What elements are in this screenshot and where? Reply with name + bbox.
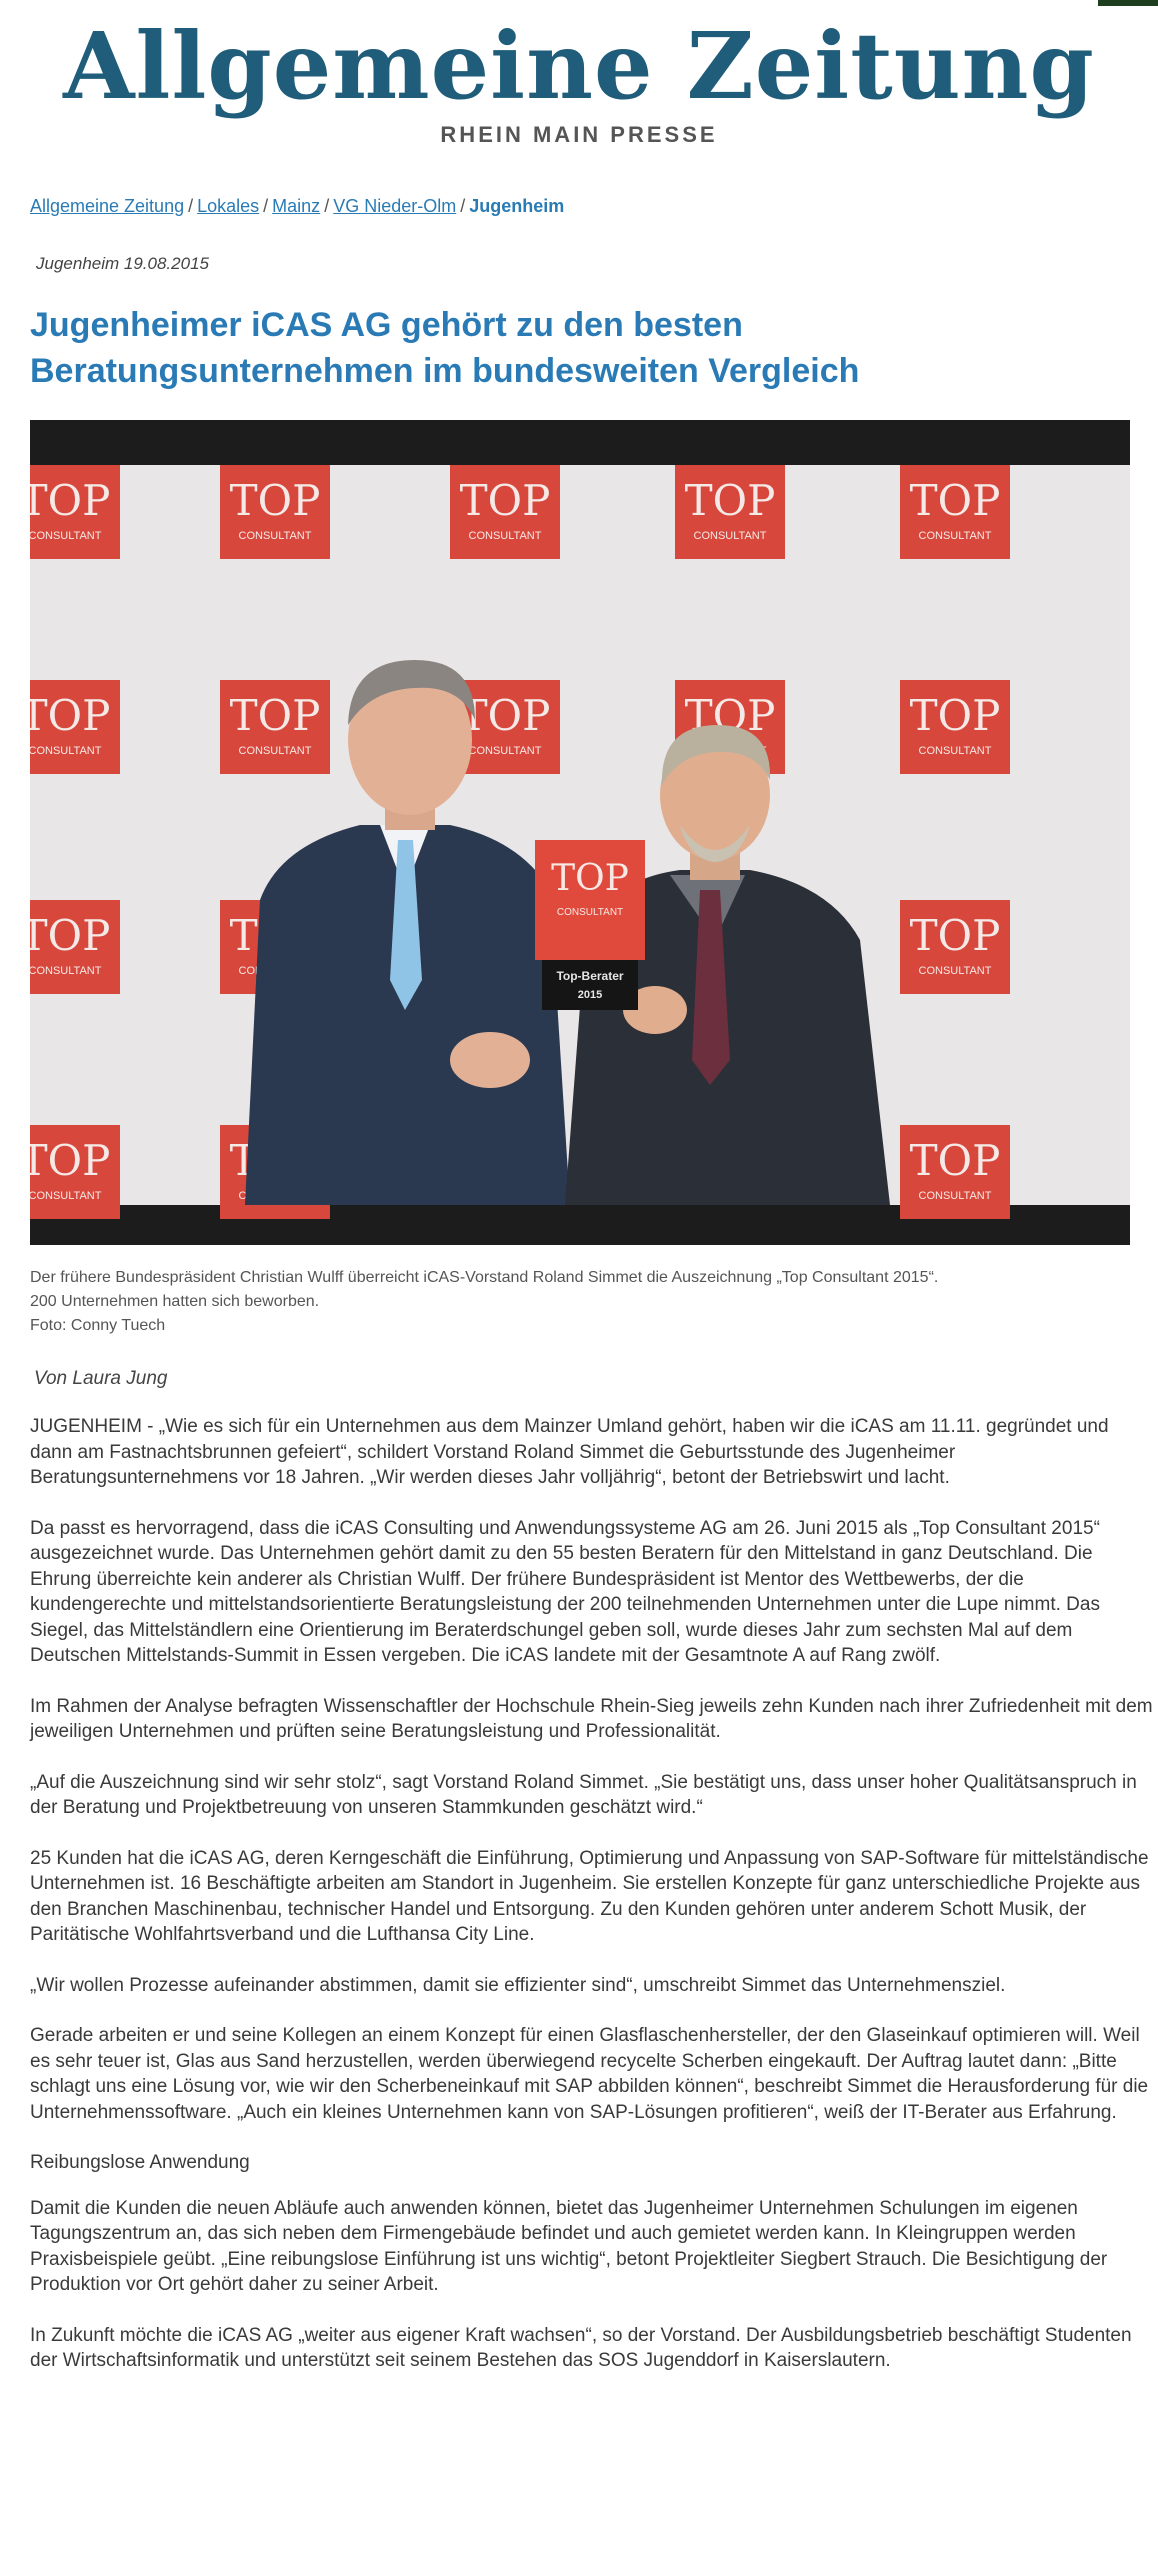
award-mid-text: CONSULTANT (556, 907, 624, 918)
article-paragraph: 25 Kunden hat die iCAS AG, deren Kerngeschäft die Einführung, Optimierung und Anpassung von SAP-Software für mittelständische Unternehmen ist. 16 Beschäftigte arbeiten am Standort in Jugenheim. Sie erstellen Konzepte für ganz unterschiedliche Projekte aus den Branchen Maschinenbau, technischer Handel und Entsorgung. Zu den Kunden gehören unter anderem Schott Musik, der Paritätische Wohlfahrtsverband und die Lufthansa City Line. (30, 1847, 1149, 1945)
award-trophy[interactable] (535, 840, 645, 1010)
newspaper-sublogo: RHEIN MAIN PRESSE (440, 122, 718, 147)
breadcrumb-link-mainz[interactable]: Mainz (272, 196, 321, 216)
breadcrumb-current[interactable]: Jugenheim (469, 196, 565, 216)
breadcrumb-separator: / (460, 196, 466, 216)
award-plate-line1: Top-Berater (556, 969, 624, 983)
article-paragraph: In Zukunft möchte die iCAS AG „weiter aus eigener Kraft wachsen“, so der Vorstand. Der Ausbildungsbetrieb beschäftigt Studenten der Wirtschaftsinformatik und unterstützt seit seinem Bestehen das SOS Jugenddorf in Kaiserslautern. (30, 2324, 1132, 2371)
article-paragraph: „Auf die Auszeichnung sind wir sehr stolz“, sagt Vorstand Roland Simmet. „Sie bestätigt uns, dass unser hoher Qualitätsanspruch in der Beratung und Projektbetreuung von unseren Stammkunden geschätzt wird.“ (30, 1771, 1137, 1818)
breadcrumb-link-lokales[interactable]: Lokales (197, 196, 260, 216)
breadcrumb (30, 196, 564, 217)
article-author: Von Laura Jung (34, 1368, 168, 1389)
photo-caption (30, 1266, 1130, 1338)
article-paragraph: Damit die Kunden die neuen Abläufe auch anwenden können, bietet das Jugenheimer Unternehmen Schulungen im eigenen Tagungszentrum an, das sich neben dem Firmengebäude befindet und auch gemietet werden kann. In Kleingruppen werden Praxisbeispiele geübt. „Eine reibungslose Einführung ist uns wichtig“, betont Projektleiter Siegbert Strauch. Die Besichtigung der Produktion vor Ort gehört daher zu seiner Arbeit. (30, 2197, 1108, 2295)
article-paragraph: JUGENHEIM - „Wie es sich für ein Unternehmen aus dem Mainzer Umland gehört, haben wir die iCAS am 11.11. gegründet und dann am Fastnachtsbrunnen gefeiert“, schildert Vorstand Roland Simmet die Geburtsstunde des Jugenheimer Beratungsunternehmens vor 18 Jahren. „Wir werden dieses Jahr volljährig“, betont der Betriebswirt und lacht. (30, 1416, 1109, 1488)
masthead (0, 0, 1158, 148)
award-photo-illustration (30, 420, 1130, 1245)
breadcrumb-link-allgemeine-zeitung[interactable]: Allgemeine Zeitung (30, 196, 185, 216)
caption-line-1: Der frühere Bundespräsident Christian Wulff überreicht iCAS-Vorstand Roland Simmet die Auszeichnung „Top Consultant 2015“. (30, 1269, 939, 1286)
award-top-text: TOP (551, 858, 629, 899)
breadcrumb-separator: / (324, 196, 330, 216)
breadcrumb-separator: / (263, 196, 269, 216)
article-photo (30, 420, 1130, 1245)
article-headline: Jugenheimer iCAS AG gehört zu den besten Beratungsunternehmen im bundesweiten Vergleich (30, 306, 860, 390)
newspaper-logo[interactable]: Allgemeine Zeitung (63, 12, 1095, 120)
article-subheading: Reibungslose Anwendung (30, 2152, 250, 2173)
article-paragraph: Da passt es hervorragend, dass die iCAS Consulting und Anwendungssysteme AG am 26. Juni 2015 als „Top Consultant 2015“ ausgezeichnet wurde. Das Unternehmen gehört damit zu den 55 besten Beratern für den Mittelstand in ganz Deutschland. Die Ehrung überreichte kein anderer als Christian Wulff. Der frühere Bundespräsident ist Mentor des Wettbewerbs, der die kundengerechte und mittelstandsorientierte Beratungsleistung der 200 teilnehmenden Unternehmen unter die Lupe nimmt. Das Siegel, das Mittelständlern eine Orientierung im Beraterdschungel geben soll, wurde dieses Jahr zum sechsten Mal auf dem Deutschen Mittelstands-Summit in Essen vergeben. Die iCAS landete mit der Gesamtnote A auf Rang zwölf. (30, 1517, 1100, 1666)
article-dateline: Jugenheim 19.08.2015 (36, 254, 209, 273)
caption-photo-credit: Foto: Conny Tuech (30, 1317, 166, 1334)
article-paragraph: „Wir wollen Prozesse aufeinander abstimmen, damit sie effizienter sind“, umschreibt Simmet das Unternehmensziel. (30, 1974, 1006, 1996)
breadcrumb-link-vg-nieder-olm[interactable]: VG Nieder-Olm (333, 196, 457, 216)
article-body (30, 1414, 1155, 2399)
article-paragraph: Gerade arbeiten er und seine Kollegen an einem Konzept für einen Glasflaschenhersteller, der den Glaseinkauf optimieren will. Weil es sehr teuer ist, Glas aus Sand herzustellen, werden überwiegend recycelte Scherben eingekauft. Der Auftrag lautet dann: „Bitte schlagt uns eine Lösung vor, wie wir den Scherbeneinkauf mit SAP abbilden können“, beschreibt Simmet die Herausforderung für die Unternehmenssoftware. „Auch ein kleines Unternehmen kann von SAP-Lösungen profitieren“, weiß der IT-Berater aus Erfahrung. (30, 2025, 1149, 2123)
award-plate-line2: 2015 (577, 989, 603, 1001)
breadcrumb-separator: / (188, 196, 194, 216)
article-paragraph: Im Rahmen der Analyse befragten Wissenschaftler der Hochschule Rhein-Sieg jeweils zehn Kunden nach ihrer Zufriedenheit mit dem jeweiligen Unternehmen und prüften seine Beratungsleistung und Professionalität. (30, 1695, 1153, 1742)
scan-corner-mark (1098, 0, 1158, 6)
caption-line-2: 200 Unternehmen hatten sich beworben. (30, 1293, 320, 1310)
